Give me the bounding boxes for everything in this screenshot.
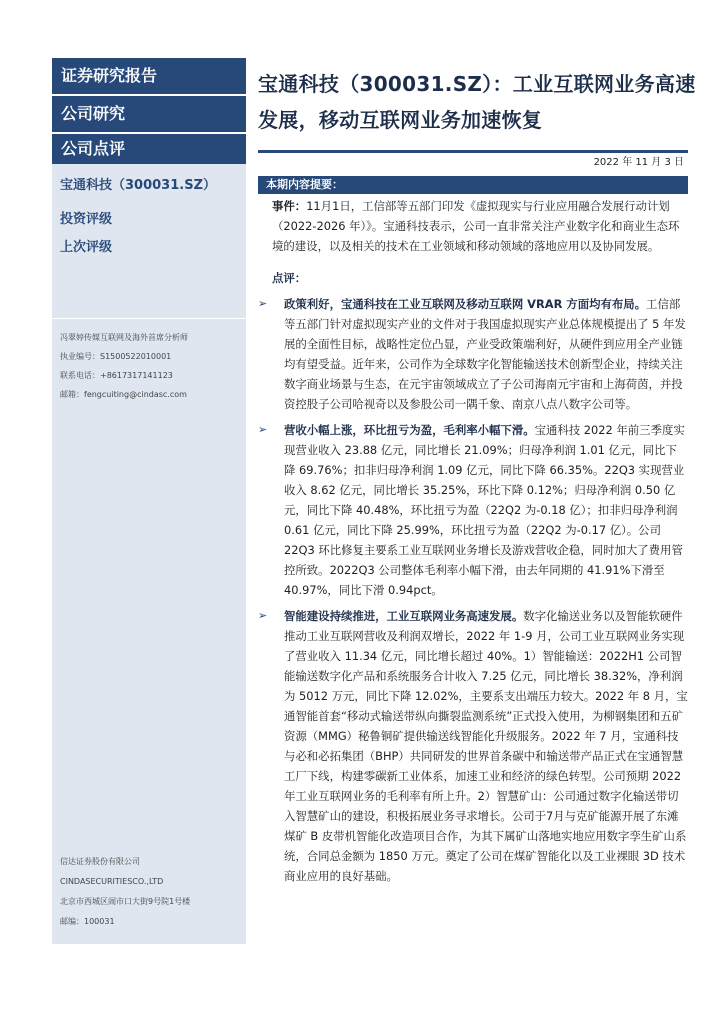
category-label: 公司研究 [52,96,246,132]
bullet-lead: 政策利好，宝通科技在工业互联网及移动互联网 VRAR 方面均有布局。 [284,297,647,311]
analyst-license: 执业编号：S1500522010001 [60,352,172,361]
analyst-phone: 联系电话：+8617317141123 [60,371,173,380]
company-name-en: CINDASECURITIESCO.,LTD [60,877,164,886]
company-postcode: 邮编：100031 [60,917,115,926]
bullet-lead: 营收小幅上涨，环比扭亏为盈，毛利率小幅下滑。 [284,423,535,437]
event-paragraph [272,196,688,256]
analyst-info [60,328,245,404]
sidebar-info-panel [52,164,246,944]
company-address: 北京市西城区闹市口大街9号院1号楼 [60,897,191,906]
analyst-name: 冯翠婷传媒互联网及海外首席分析师 [60,333,188,342]
stock-code: 宝通科技（300031.SZ） [60,178,217,193]
analyst-email[interactable]: 邮箱：fengcuiting@cindasc.com [60,390,187,399]
report-date: 2022 年 11 月 3 日 [593,157,684,168]
sidebar [52,58,246,963]
bullet-item [258,606,688,886]
bullet-item [258,294,688,414]
bullet-text: 宝通科技 2022 年前三季度实现营业收入 23.88 亿元，同比增长 21.09%；归母净利润 1.01 亿元，同比下降 69.76%；扣非归母净利润 1.09 亿元，同比下降 66.35%。22Q3 实现营业收入 8.62 亿元，同比增长 35.25%，环比下降 0.12%；归母净利润 0.50 亿元，同比下降 40.48%，环比扭亏为盈（22Q2 为-0.18 亿）；扣非归母净利润 0.61 亿元，同比下降 25.99%，环比扭亏为盈（22Q2 为-0.17 亿）。公司 22Q3 环比修复主要系工业互联网业务增长及游戏营收企稳，同时加大了费用管控所致。2022Q3 公司整体毛利率小幅下滑，由去年同期的 41.91%下滑至 40.97%，同比下滑 0.94pct。 [284,423,685,597]
arrow-bullet-icon: ➢ [258,609,268,622]
arrow-bullet-icon: ➢ [258,423,268,436]
report-content [258,196,688,886]
bullet-lead: 智能建设持续推进，工业互联网业务高速发展。 [284,609,524,623]
previous-rating-label: 上次评级 [60,240,113,255]
report-title: 宝通科技（300031.SZ）：工业互联网业务高速发展，移动互联网业务加速恢复 [258,72,696,132]
arrow-bullet-icon: ➢ [258,297,268,310]
sub-category-label: 公司点评 [52,134,246,164]
comment-label: 点评： [272,271,307,285]
bullet-text: 工信部等五部门针对虚拟现实产业的文件对于我国虚拟现实产业总体规模提出了 5 年发展的全面性目标，战略性定位凸显，产业受政策端利好，从硬件到应用全产业链均有望受益。近年来，公司作为全球数字化智能输送技术创新型企业，持续关注数字商业场景与生态，在元宇宙领域成立了子公司海南元宇宙和上海荷茵，并投资控股子公司哈视奇以及参股公司一隅千象、南京八点八数字公司等。 [284,297,686,411]
company-name-cn: 信达证券股份有限公司 [60,857,140,866]
bullet-item [258,420,688,600]
sidebar-divider [52,318,246,319]
bullet-text: 数字化输送业务以及智能软硬件推动工业互联网营收及利润双增长，2022 年 1-9 月，公司工业互联网业务实现了营业收入 11.34 亿元，同比增长超过 40%。1）智能输送：2022H1 公司智能输送数字化产品和系统服务合计收入 7.25 亿元，同比增长 38.32%，净利润为 5012 万元，同比下降 12.02%，主要系支出端压力较大。2022 年 8 月，宝通智能首套“移动式输送带纵向撕裂监测系统”正式投入使用，为柳钢集团和五矿资源（MMG）秘鲁铜矿提供输送线智能化升级服务。2022 年 7 月，宝通科技与必和必拓集团（BHP）共同研发的世界首条碳中和输送带产品正式在宝通智慧工厂下线，构建零碳新工业体系，加速工业和经济的绿色转型。公司预期 2022 年工业互联网业务的毛利率有所上升。2）智慧矿山：公司通过数字化输送带切入智慧矿山的建设，积极拓展业务寻求增长。公司于7月与克矿能源开展了东滩煤矿 B 皮带机智能化改造项目合作，为其下属矿山落地实地应用数字孪生矿山系统，合同总金额为 1850 万元。奠定了公司在煤矿智能化以及工业裸眼 3D 技术商业应用的良好基础。 [284,609,688,883]
investment-rating-label: 投资评级 [60,212,113,227]
report-type-label: 证券研究报告 [52,58,246,94]
event-text: 11月1日，工信部等五部门印发《虚拟现实与行业应用融合发展行动计划（2022-2026 年）》。宝通科技表示，公司一直非常关注产业数字化和商业生态环境的建设，以及相关的技术在工业领域和移动领域的落地应用以及协同发展。 [272,199,680,253]
summary-heading: 本期内容提要： [258,176,688,194]
event-label: 事件： [272,199,307,213]
title-rule [258,150,688,153]
company-info [60,852,245,932]
